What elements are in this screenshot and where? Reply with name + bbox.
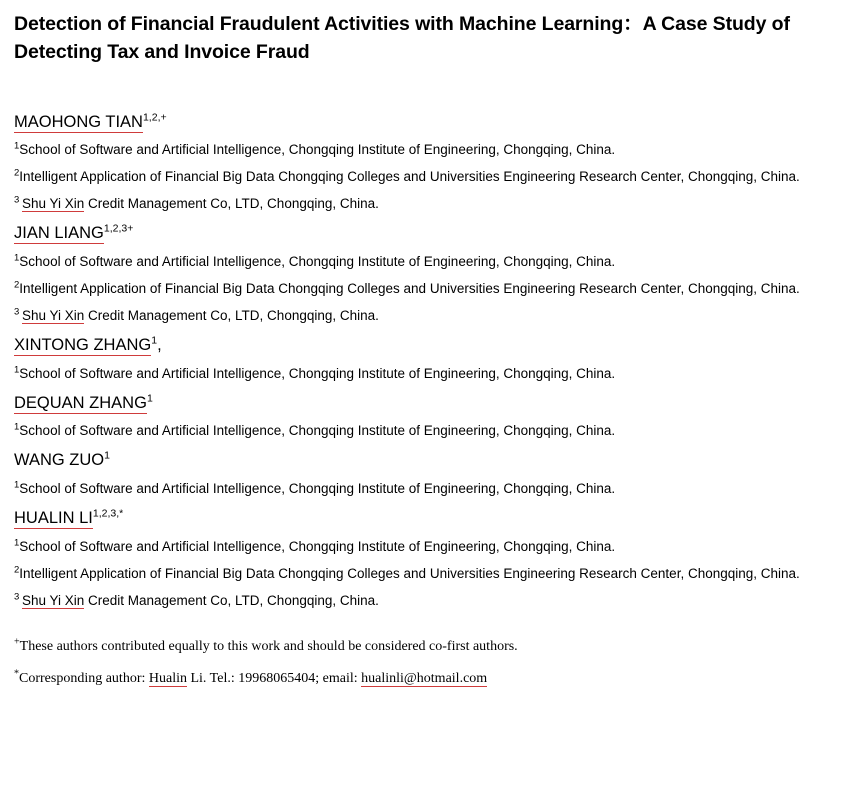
affiliation: [14, 141, 814, 159]
corresponding-author-email[interactable]: hualinli@hotmail.com: [361, 670, 488, 686]
author-name-text: DEQUAN ZHANG: [14, 393, 147, 412]
affiliation-company: Shu Yi Xin: [21, 592, 85, 608]
author-name-text: WANG ZUO: [14, 451, 105, 470]
affiliation: [14, 538, 814, 556]
affiliation: [14, 422, 814, 440]
footnotes: [14, 636, 838, 689]
author-name-text: HUALIN LI: [14, 509, 93, 528]
affiliation: $^3$ Shu Yi Xin Credit Management Co, LTD, Chongqing, China.: [14, 591, 379, 608]
author-affiliation-marks: 1,2,3+: [103, 222, 134, 235]
affiliation: $^3$ Shu Yi Xin Credit Management Co, LTD, Chongqing, China.: [14, 306, 379, 323]
affiliation-text: Intelligent Application of Financial Big Data Chongqing Colleges and Universities Engineering Research Center, Chongqing, China.: [19, 169, 800, 185]
affiliation: [14, 365, 814, 383]
affiliation-mark: 1: [14, 252, 20, 264]
author-name: [14, 224, 838, 244]
affiliation: [14, 480, 814, 498]
affiliation-company: Shu Yi Xin: [21, 307, 85, 323]
affiliation-mark: 3: [14, 591, 22, 603]
paper-page: [0, 10, 852, 789]
affiliation-mark: 1: [14, 421, 20, 433]
affiliation: [14, 565, 814, 583]
author-name-text: MAOHONG TIAN: [14, 112, 143, 131]
footnote-corresponding-author: *Corresponding author: Hualin Li. Tel.: 19968065404; email: hualinli@hotmail.com: [14, 668, 488, 686]
affiliation: [14, 280, 814, 298]
affiliation-text: Intelligent Application of Financial Big Data Chongqing Colleges and Universities Engineering Research Center, Chongqing, China.: [19, 280, 800, 296]
affiliation-text: School of Software and Artificial Intelligence, Chongqing Institute of Engineering, Chongqing, China.: [19, 365, 616, 381]
author-name: [14, 451, 838, 471]
affiliation-mark: 1: [14, 537, 20, 549]
affiliation-mark: 1: [14, 364, 20, 376]
author-affiliation-marks: 1,2,3,*: [92, 507, 124, 520]
author-name: [14, 336, 838, 356]
affiliation-text: School of Software and Artificial Intelligence, Chongqing Institute of Engineering, Chongqing, China.: [19, 481, 616, 497]
footnote-text: These authors contributed equally to this work and should be considered co-first authors.: [19, 638, 518, 654]
author-name: [14, 509, 838, 529]
author-affiliation-marks: 1,2,+: [142, 111, 167, 124]
affiliation-mark: 2: [14, 564, 20, 576]
affiliation: [14, 253, 814, 271]
author-name-text: JIAN LIANG: [14, 224, 104, 243]
corresponding-author-name: Hualin: [148, 670, 187, 686]
affiliation-mark: 3: [14, 306, 22, 318]
affiliation-mark: 1: [14, 140, 20, 152]
affiliation-mark: 1: [14, 479, 20, 491]
affiliation: [14, 168, 814, 186]
affiliation-mark: 3: [14, 194, 22, 206]
author-name: [14, 394, 838, 414]
author-name-suffix: ,: [157, 335, 162, 354]
authors-block: [14, 113, 838, 610]
author-name-text: XINTONG ZHANG: [14, 335, 152, 354]
author-name: [14, 113, 838, 133]
affiliation-text: School of Software and Artificial Intelligence, Chongqing Institute of Engineering, Chongqing, China.: [19, 423, 616, 439]
affiliation-text: School of Software and Artificial Intelligence, Chongqing Institute of Engineering, Chongqing, China.: [19, 142, 616, 158]
author-affiliation-marks: 1: [151, 334, 158, 347]
footnote-equal-contribution: [14, 636, 838, 657]
affiliation-mark: 2: [14, 279, 20, 291]
affiliation-text: School of Software and Artificial Intelligence, Chongqing Institute of Engineering, Chongqing, China.: [19, 253, 616, 269]
footnote-mark: +: [14, 636, 20, 648]
affiliation-text: Intelligent Application of Financial Big Data Chongqing Colleges and Universities Engineering Research Center, Chongqing, China.: [19, 565, 800, 581]
affiliation-company: Shu Yi Xin: [21, 196, 85, 212]
footnote-mark: *: [14, 668, 19, 680]
author-affiliation-marks: 1: [146, 392, 153, 405]
page-title: Detection of Financial Fraudulent Activities with Machine Learning：A Case Study of Detecting Tax and Invoice Fraud: [14, 13, 790, 64]
affiliation-text: School of Software and Artificial Intelligence, Chongqing Institute of Engineering, Chongqing, China.: [19, 538, 616, 554]
affiliation-mark: 2: [14, 167, 20, 179]
author-affiliation-marks: 1: [104, 449, 110, 462]
affiliation: $^3$ Shu Yi Xin Credit Management Co, LTD, Chongqing, China.: [14, 194, 379, 212]
